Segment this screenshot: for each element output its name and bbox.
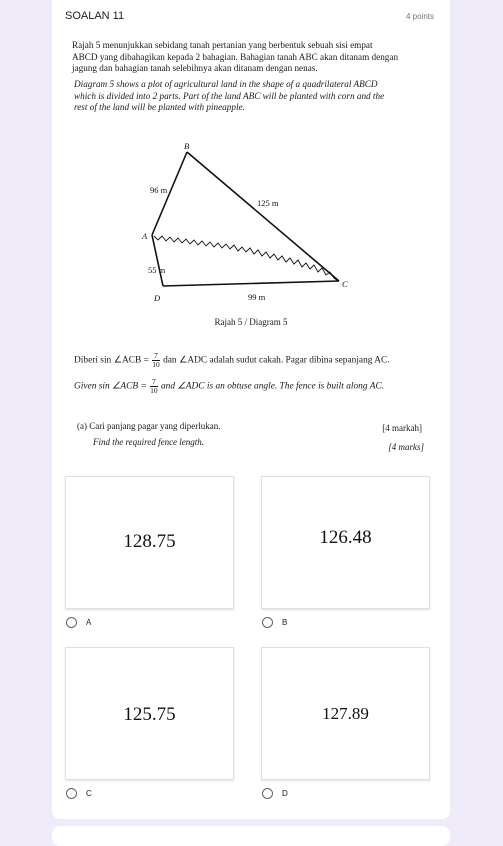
option-c-radio[interactable] bbox=[66, 788, 77, 799]
length-ad-label: 55 m bbox=[148, 265, 166, 275]
ms-line: Rajah 5 menunjukkan sebidang tanah pertanian yang berbentuk sebuah sisi empat bbox=[72, 40, 373, 50]
part-a-en: Find the required fence length. bbox=[93, 437, 205, 447]
side-bc bbox=[187, 152, 339, 281]
option-d-value: 127.89 bbox=[322, 704, 369, 723]
option-a-card[interactable] bbox=[65, 476, 234, 609]
marks-en: [4 marks] bbox=[388, 442, 424, 452]
fraction bbox=[152, 352, 160, 369]
option-c-value: 125.75 bbox=[123, 704, 176, 725]
points-label: 4 points bbox=[405, 12, 434, 21]
en-line: which is divided into 2 parts. Part of the land ABC will be planted with corn and the bbox=[74, 90, 385, 101]
en-line: rest of the land will be planted with pineapple. bbox=[74, 102, 245, 112]
vertex-b-label: B bbox=[184, 141, 190, 151]
fraction-denominator: 10 bbox=[152, 360, 160, 369]
next-question-card bbox=[52, 826, 450, 846]
marks-ms: [4 markah] bbox=[382, 423, 422, 433]
side-dc bbox=[163, 281, 339, 286]
given-ms-prefix: Diberi sin ∠ACB = bbox=[74, 355, 149, 366]
given-ms-suffix: dan ∠ADC adalah sudut cakah. Pagar dibina sepanjang AC. bbox=[163, 355, 390, 366]
option-b-card[interactable] bbox=[261, 476, 430, 609]
option-a-radio[interactable] bbox=[66, 617, 77, 628]
diagram-caption: Rajah 5 / Diagram 5 bbox=[214, 317, 288, 327]
given-en-prefix: Given sin ∠ACB = bbox=[74, 381, 147, 392]
length-ab-label: 96 m bbox=[150, 185, 168, 195]
vertex-c-label: C bbox=[342, 279, 348, 289]
given-ms bbox=[74, 352, 434, 369]
fraction bbox=[150, 378, 158, 395]
ms-line: jagung dan bahagian tanah selebihnya akan ditanam dengan nenas. bbox=[72, 63, 318, 73]
option-d-radio[interactable] bbox=[262, 788, 273, 799]
question-card bbox=[52, 0, 450, 819]
option-a-value: 128.75 bbox=[123, 531, 176, 552]
option-d-card[interactable] bbox=[261, 647, 430, 780]
ms-line: ABCD yang dibahagikan kepada 2 bahagian. Bahagian tanah ABC akan ditanam dengan bbox=[72, 51, 399, 62]
en-line: Diagram 5 shows a plot of agricultural land in the shape of a quadrilateral ABCD bbox=[74, 79, 378, 89]
option-b-value: 126.48 bbox=[319, 527, 372, 548]
vertex-a-label: A bbox=[142, 231, 148, 241]
option-a-label: A bbox=[86, 618, 92, 627]
question-text-en bbox=[74, 79, 426, 114]
given-en-suffix: and ∠ADC is an obtuse angle. The fence is built along AC. bbox=[160, 381, 385, 392]
option-b-radio[interactable] bbox=[262, 617, 273, 628]
question-text-ms bbox=[72, 40, 424, 75]
fraction-denominator: 10 bbox=[150, 386, 158, 395]
option-d-label: D bbox=[282, 789, 288, 798]
option-b-label: B bbox=[282, 618, 288, 627]
given-en bbox=[74, 378, 434, 395]
fraction-numerator: 7 bbox=[152, 377, 156, 386]
vertex-d-label: D bbox=[154, 293, 161, 303]
option-c-label: C bbox=[86, 789, 92, 798]
length-bc-label: 125 m bbox=[257, 198, 279, 208]
fraction-numerator: 7 bbox=[154, 351, 158, 360]
part-a-ms: (a) Cari panjang pagar yang diperlukan. bbox=[77, 421, 221, 431]
question-title: SOALAN 11 bbox=[65, 10, 125, 22]
option-c-card[interactable] bbox=[65, 647, 234, 780]
length-dc-label: 99 m bbox=[248, 292, 266, 302]
fence-ac bbox=[154, 236, 338, 281]
quadrilateral-diagram bbox=[132, 138, 362, 318]
side-ad bbox=[152, 235, 163, 286]
